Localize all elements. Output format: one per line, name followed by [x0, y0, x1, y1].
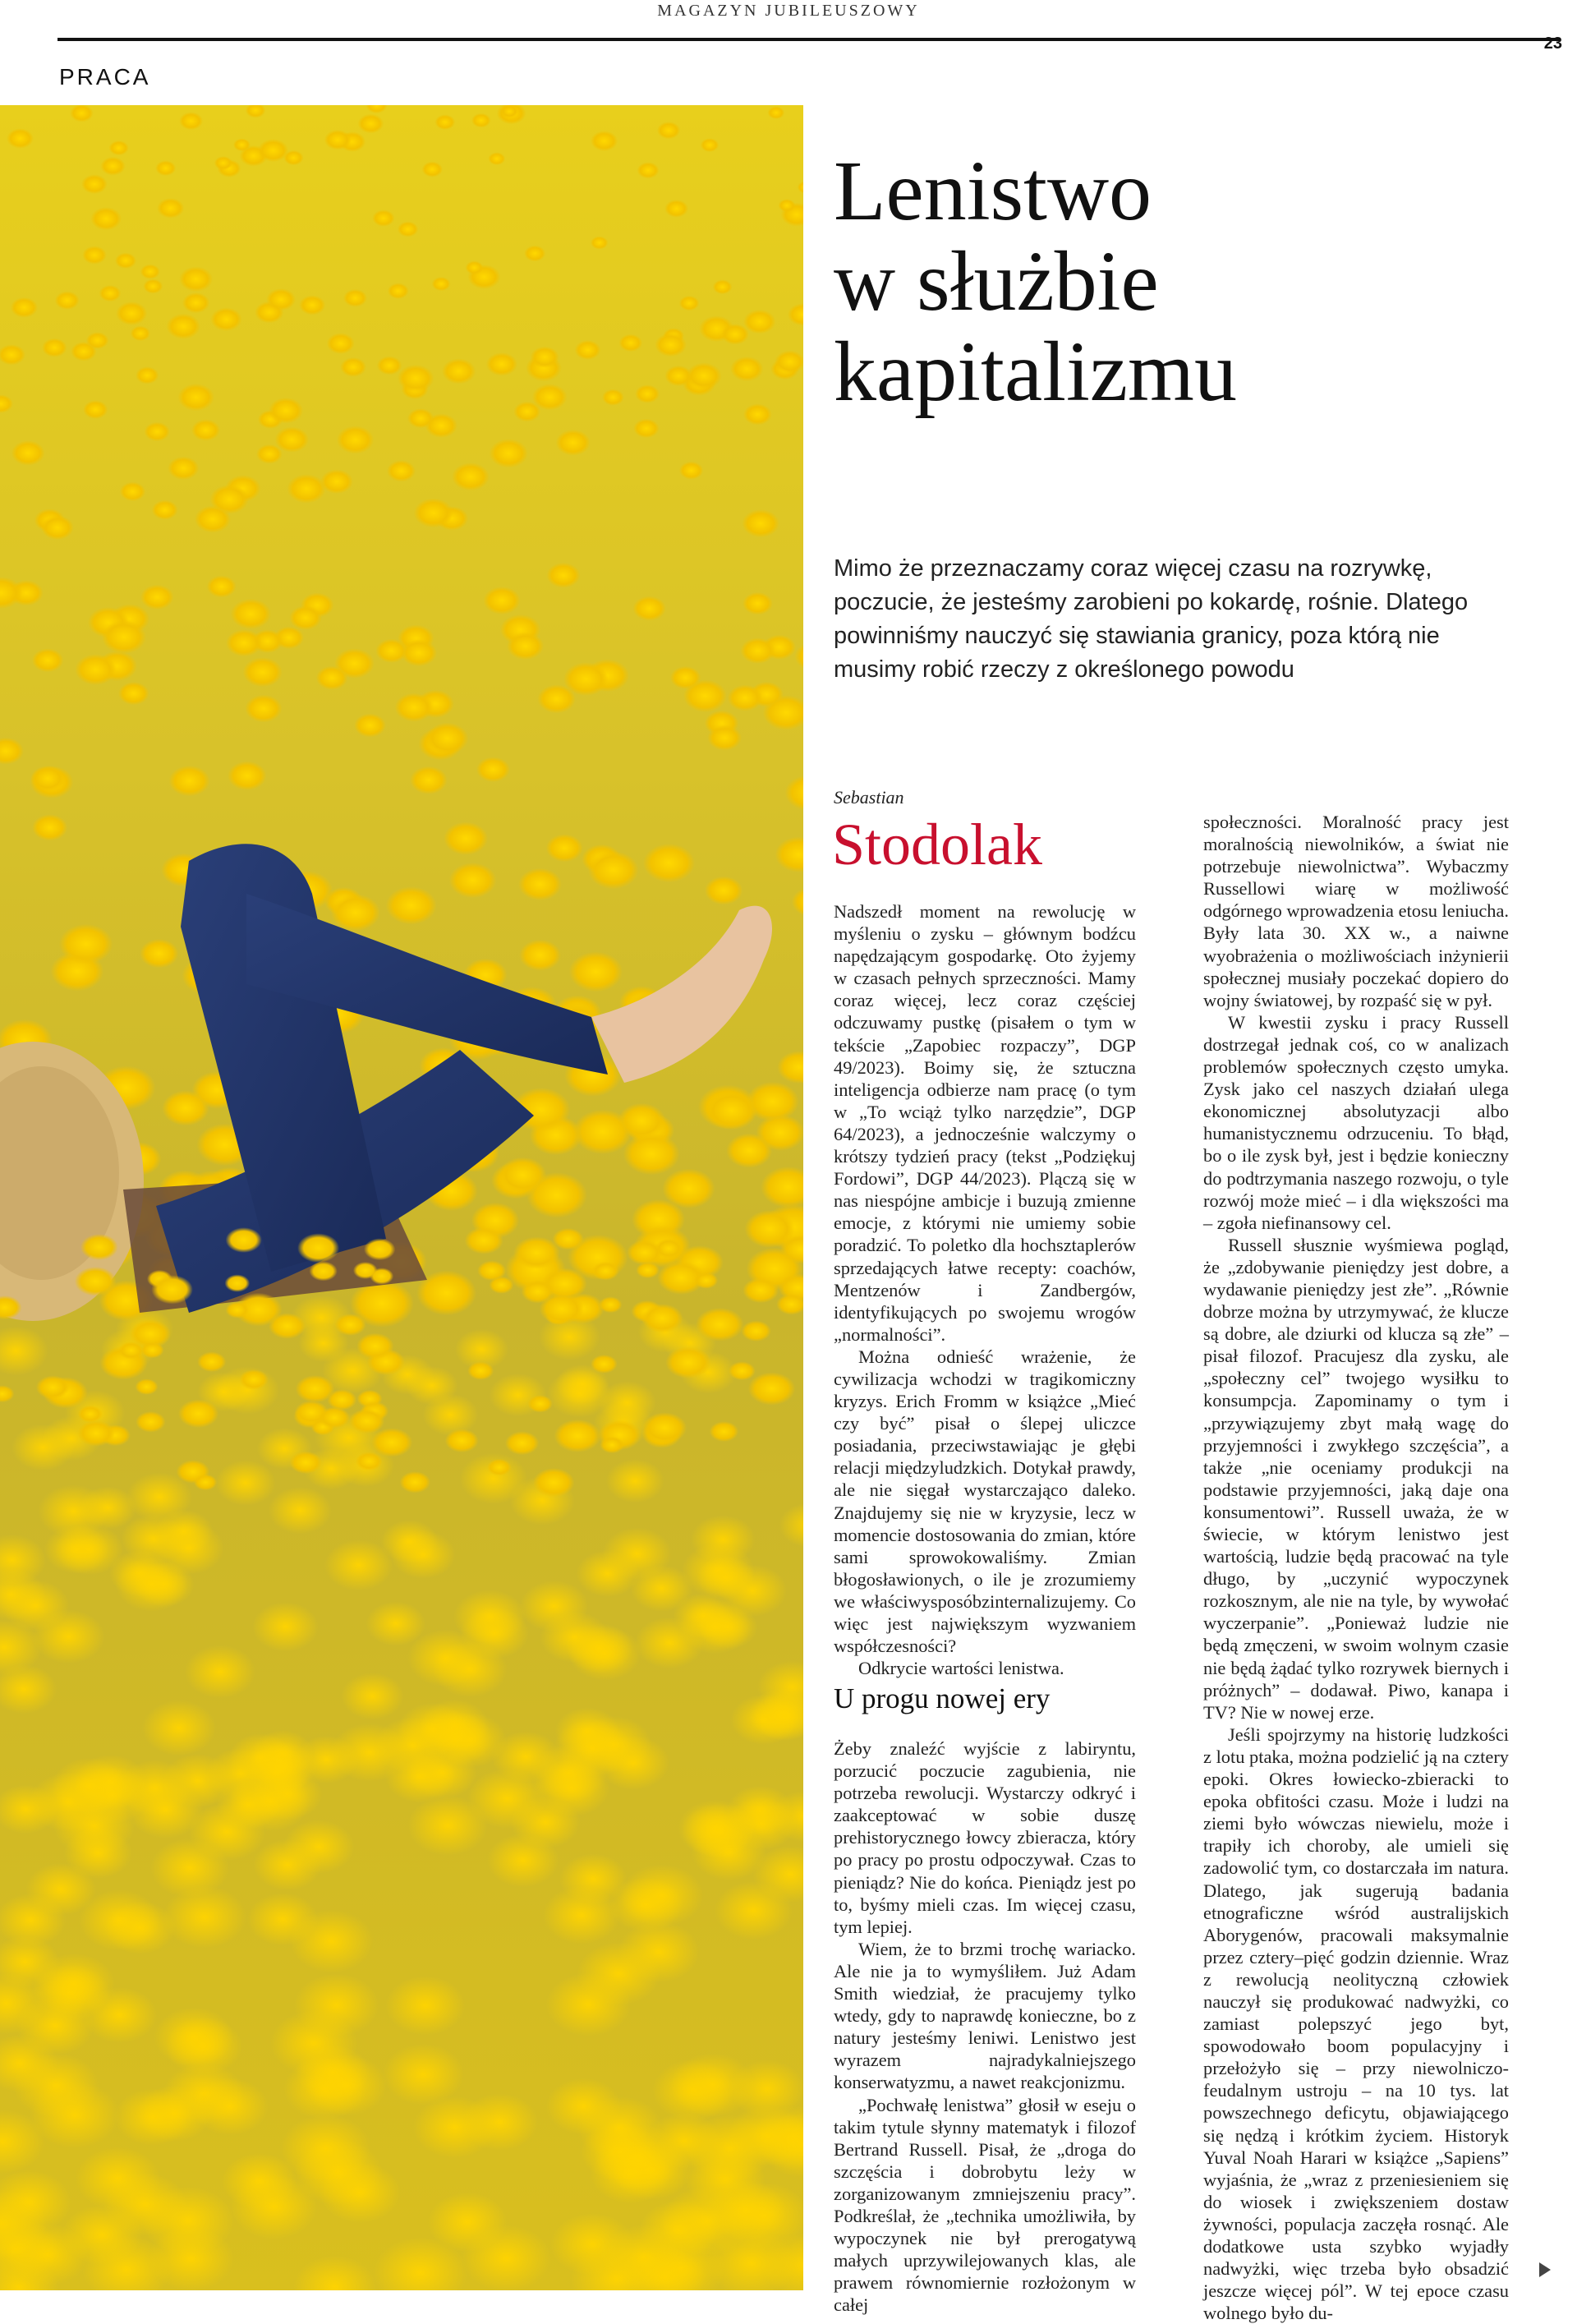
page-number: 23 — [1543, 35, 1562, 53]
article-headline — [834, 146, 1540, 417]
paragraph: społeczności. Moralność pracy jest moralnością niewolników, a świat nie potrzebuje niewolnictwa”. Wybaczmy Russellowi wiarę w możliwość odgórnego wprowadzenia etosu leniucha. Były lata 30. XX w., a naiwne wyobrażenia o możliwościach inżynierii społecznej musiały poczekać dopiero do wojny światowej, by rozpaść się w pył. — [1203, 812, 1509, 1010]
headline-line: Lenistwo — [834, 144, 1152, 238]
section-label: PRACA — [59, 64, 151, 90]
paragraph: Jeśli spojrzymy na historię ludzkości z lotu ptaka, można podzielić ją na cztery epoki. Okres łowiecko-zbieracki to epoka obfitości czasu. Może i ludzi na ziemi było wówczas niewielu, może i trapiły ich choroby, ale umieli się zadowolić tym, co dostarczała im natura. Dlatego, jak sugerują badania etnograficzne wśród australijskich Aborygenów, pracowali maksymalnie przez cztery–pięć godzin dziennie. Wraz z rewolucją neolityczną człowiek nauczył się produkować nadwyżki, co zamiast polepszyć jego byt, spowodowało boom populacyjny i przełożyło się – przy niewolniczo-feudalnym ustroju – na 10 tys. lat powszechnego deficytu, objawiającego się nędzą i krótkim życiem. Historyk Yuval Noah Harari w książce „Sapiens” wyjaśnia, że „wraz z przeniesieniem się do wiosek i zwiększeniem dostaw żywności, populacja zaczęła rosnąć. Ale dodatkowe usta szybko wyjadły nadwyżki, więc trzeba było obsadzić jeszcze więcej pól”. W tej epoce czasu wolnego było du- — [1203, 1723, 1509, 2324]
paragraph: W kwestii zysku i pracy Russell dostrzegał jednak coś, co w analizach problemów społecznych często umyka. Zysk jako cel naszych działań ulega ekonomicznej absolutyzacji albo humanistycznemu odrzuceniu. To błąd, bo o ile zysk był, jest i będzie konieczny do podtrzymania naszego rozwoju, o tyle rozwój może mieć – i dla większości ma – zgoła niefinansowy cel. — [1203, 1011, 1509, 1233]
paragraph: Odkrycie wartości lenistwa. — [858, 1658, 1064, 1679]
paragraph: Można odnieść wrażenie, że cywilizacja wchodzi w tragikomiczny kryzys. Erich Fromm w książce „Mieć czy być” pisał o ślepej uliczce posiadania, przeciwstawiając je głębi relacji międzyludzkich. Dotykał prawdy, ale nie sięgał wystarczająco daleko. Znajdujemy się nie w kryzysie, lecz w momencie dostosowania do zmian, które sami sprowokowaliśmy. Zmian błogosławionych, o ile je zrozumiemy we właściwysposóbzinternalizujemy. Co więc jest największym wyzwaniem współczesności? — [834, 1346, 1136, 1657]
article-column-2 — [1203, 811, 1509, 2324]
continue-arrow-icon — [1539, 2262, 1551, 2277]
headline-line: kapitalizmu — [834, 324, 1237, 419]
magazine-title: MAGAZYN JUBILEUSZOWY — [657, 2, 920, 20]
author-last-name: Stodolak — [832, 812, 1043, 877]
dandelion-field-photo — [0, 105, 803, 2290]
paragraph: Russell słusznie wyśmiewa pogląd, że „zdobywanie pieniędzy jest dobre, a wydawanie pieniędzy jest złe”. „Równie dobrze można by utrzymywać, że klucze są dobre, ale dziurki od klucza są złe” – pisał filozof. Pracujesz dla zysku, ale „społeczny cel” twojego wysiłku to konsumpcja. Zapominamy o tym i „przywiązujemy zbyt małą wagę do przyjemności i zwykłego szczęścia”, a także „nie oceniamy produkcji na podstawie przyjemności, jaką daje ona konsumentowi”. Russell uważa, że w świecie, w którym lenistwo jest wartością, ludzie będą pracować na tyle długo, by „uczynić wypoczynek rozkosznym, ale nie na tyle, by wywołać wyczerpanie”. „Ponieważ ludzie nie będą zmęczeni, w swoim wolnym czasie nie będą żądać tylko rozrywek biernych i próżnych” – dodawał. Piwo, kanapa i TV? Nie w nowej erze. — [1203, 1234, 1509, 1723]
paragraph: Nadszedł moment na rewolucję w myśleniu o zysku – głównym bodźcu napędzającym gospodarkę. Oto żyjemy w czasach pełnych sprzeczności. Mamy coraz więcej, lecz coraz częściej odczuwamy pustkę (pisałem o tym w tekście „Zapobiec rozpaczy”, DGP 49/2023). Boimy się, że sztuczna inteligencja odbierze nam pracę (o tym w „To wciąż tylko narzędzie”, DGP 64/2023), a jednocześnie walczymy o krótszy tydzień pracy (tekst „Podziękuj Fordowi”, DGP 44/2023). Plączą się w nas niespójne ambicje i buzują zmienne emocje, z którymi nie umiemy sobie poradzić. To poletko dla hochsztaplerów sprzedających łatwe recepty: coachów, Mentzenów i Zandbergów, identyfikujących po swojemu wrogów „normalności”. — [834, 901, 1136, 1345]
header-rule — [57, 38, 1561, 41]
article-column-1-top — [834, 900, 1136, 1679]
paragraph: „Pochwałę lenistwa” głosił w eseju o takim tytule słynny matematyk i filozof Bertrand Russell. Pisał, że „droga do szczęścia i dobrobytu leży w zorganizowanym zmniejszeniu pracy”. Podkreślał, że „technika umożliwiła, by wypoczynek nie był prerogatywą małych uprzywilejowanych klas, ale prawem równomiernie rozłożonym w całej — [834, 2094, 1136, 2316]
article-lead: Mimo że przeznaczamy coraz więcej czasu na rozrywkę, poczucie, że jesteśmy zarobieni po kokardę, rośnie. Dlatego powinniśmy nauczyć się stawiania granicy, poza którą nie musimy robić rzeczy z określonego powodu — [834, 555, 1469, 683]
article-column-1-bottom — [834, 1737, 1136, 2316]
paragraph: Żeby znaleźć wyjście z labiryntu, porzucić poczucie zagubienia, nie potrzeba rewolucji. Wystarczy odkryć i zaakceptować w sobie duszę prehistorycznego łowcy zbieracza, który po pracy po prostu odpoczywał. Czas to pieniądz? Nie do końca. Pieniądz jest po to, byśmy mieli czas. Im więcej czasu, tym lepiej. — [834, 1738, 1136, 1937]
headline-line: w służbie — [834, 234, 1159, 329]
paragraph: Wiem, że to brzmi trochę wariacko. Ale nie ja to wymyśliłem. Już Adam Smith wiedział, że pracujemy tylko wtedy, gdy to naprawdę konieczne, bo z natury jesteśmy leniwi. Lenistwo jest wyrazem najradykalniejszego konserwatyzmu, a nawet reakcjonizmu. — [834, 1938, 1136, 2093]
section-subheading: U progu nowej ery — [834, 1682, 1051, 1714]
author-first-name: Sebastian — [834, 787, 904, 808]
